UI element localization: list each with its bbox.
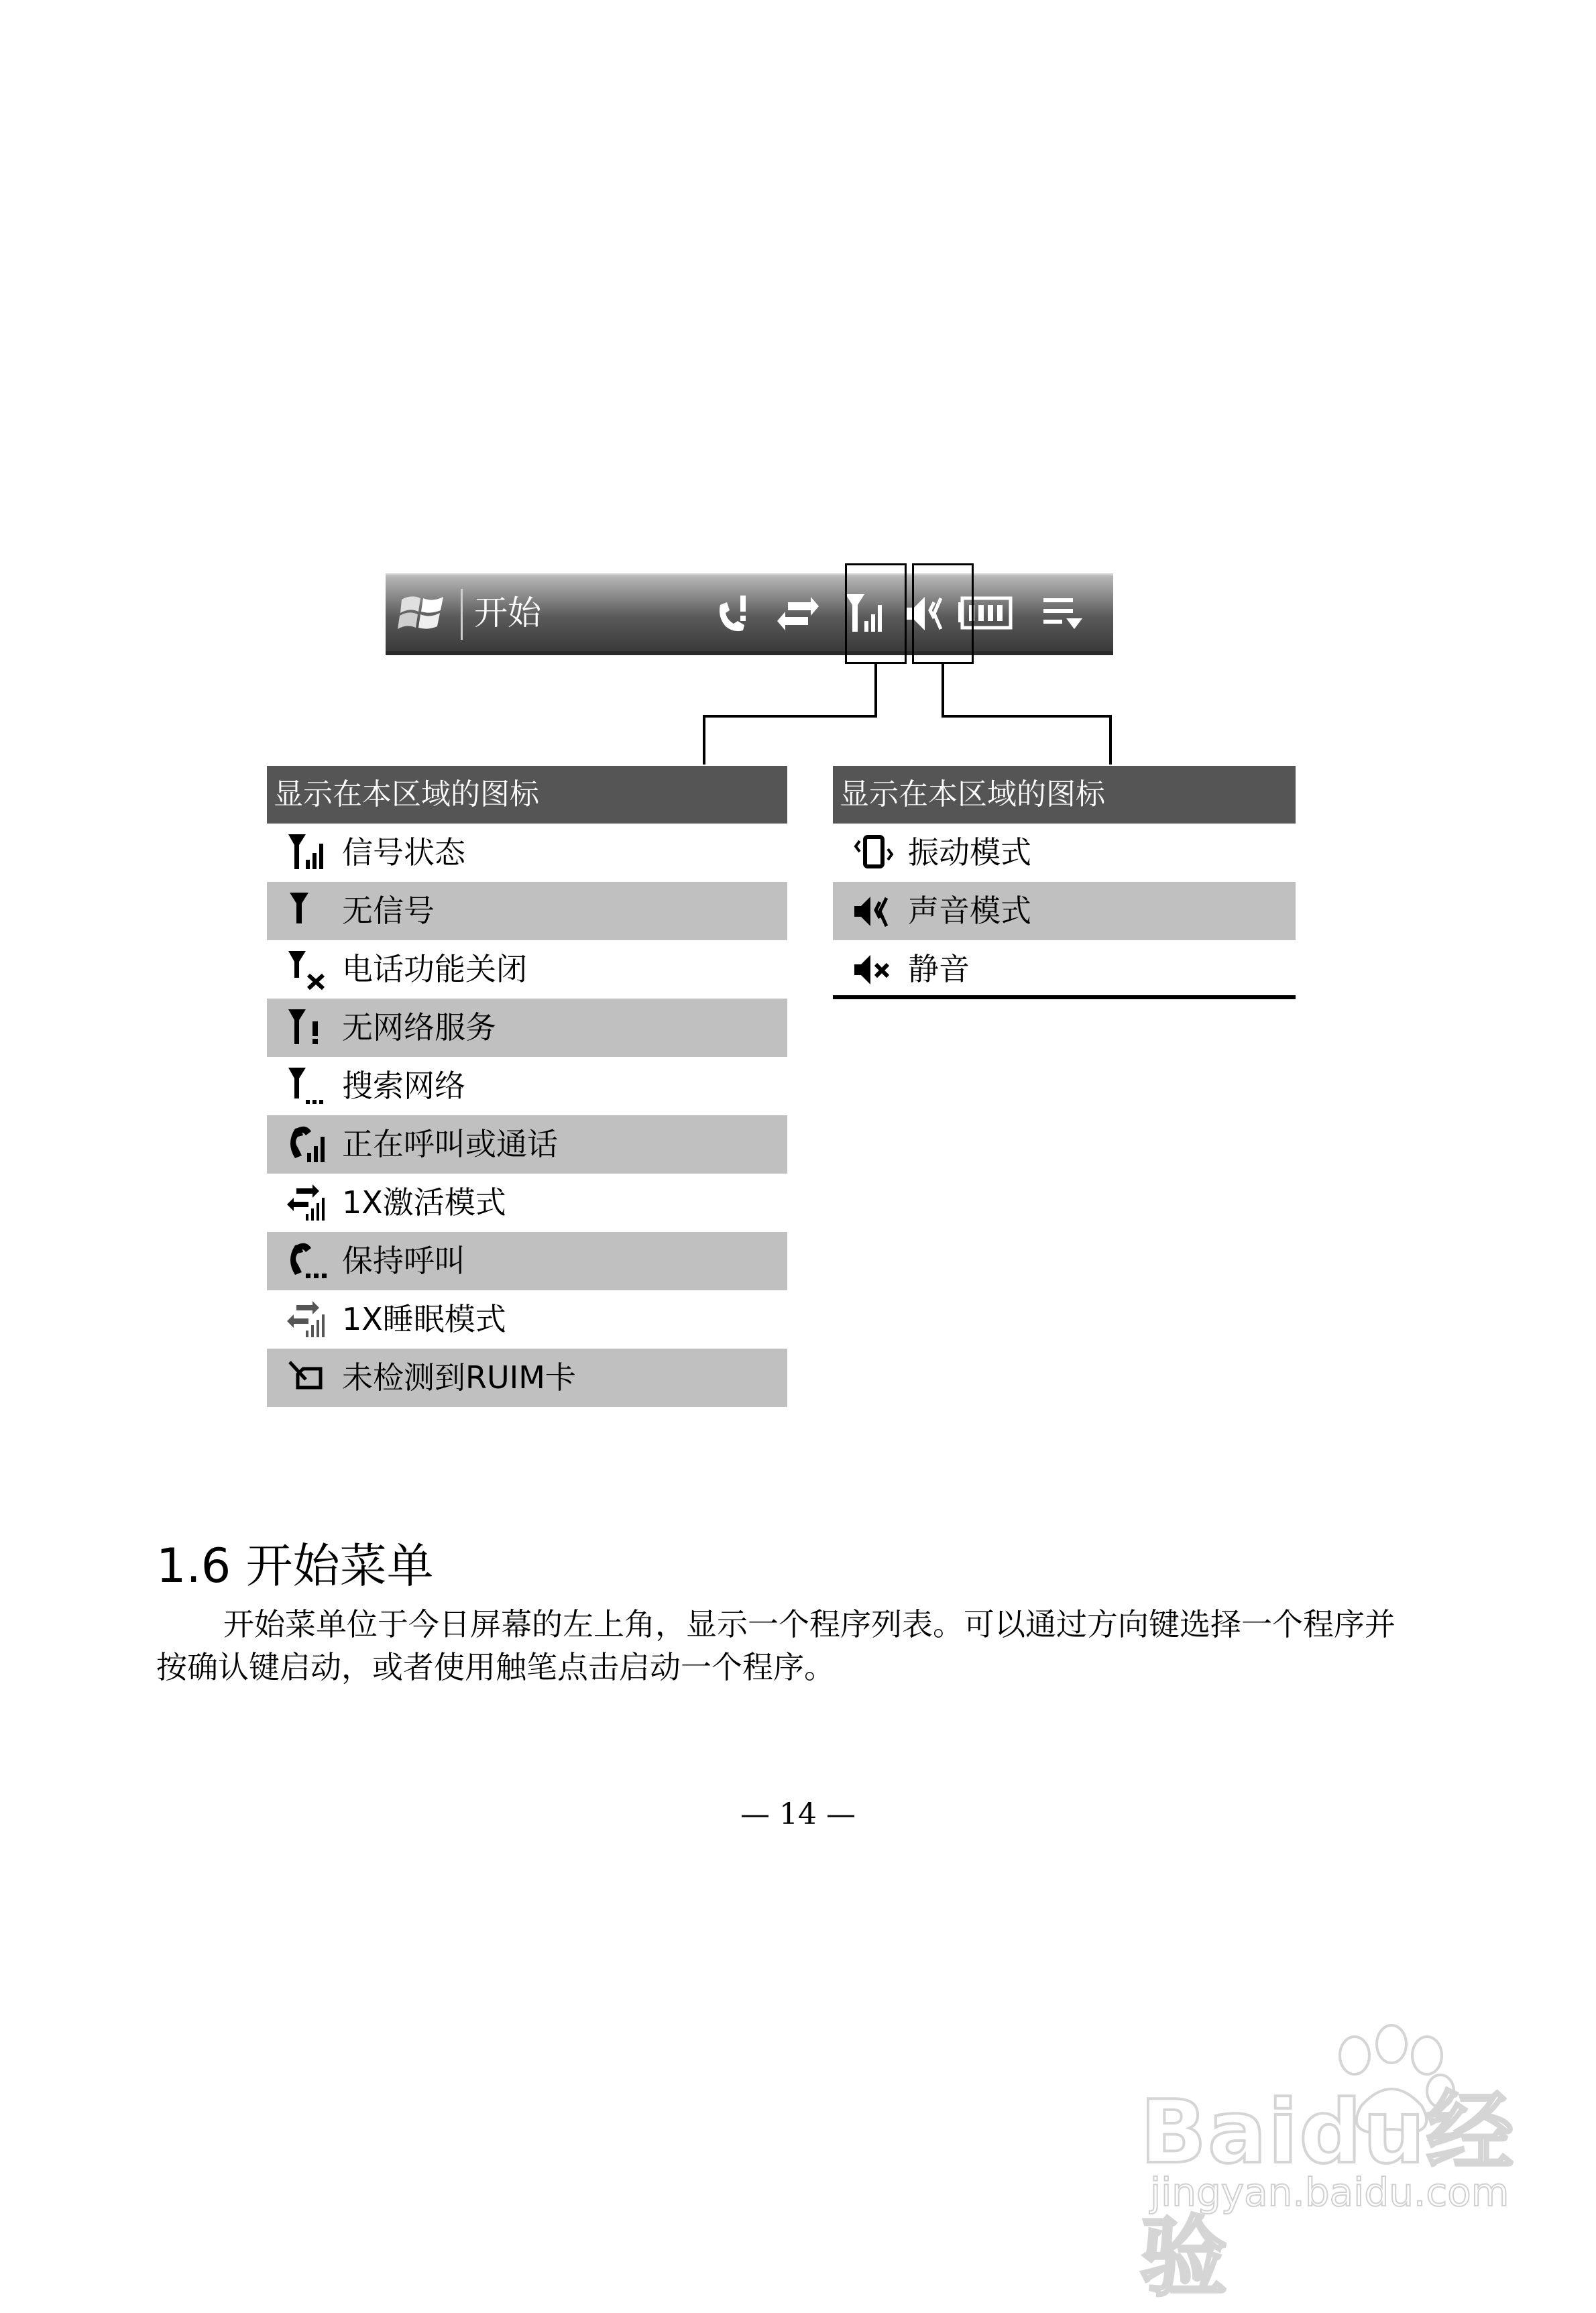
no-network-icon bbox=[286, 1007, 329, 1050]
row-label: 电话功能关闭 bbox=[342, 951, 527, 987]
start-button[interactable]: 开始 bbox=[474, 594, 541, 632]
table-bottom-rule bbox=[833, 995, 1296, 999]
table-row bbox=[267, 999, 787, 1057]
sound-on-icon bbox=[852, 890, 895, 933]
table-row bbox=[267, 1349, 787, 1407]
row-label: 正在呼叫或通话 bbox=[342, 1126, 558, 1162]
right-table-header: 显示在本区域的图标 bbox=[833, 766, 1296, 824]
left-icon-table bbox=[267, 766, 787, 1407]
paragraph-line-1: 开始菜单位于今日屏幕的左上角，显示一个程序列表。可以通过方向键选择一个程序并 bbox=[223, 1606, 1395, 1642]
paragraph-line-2: 按确认键启动，或者使用触笔点击启动一个程序。 bbox=[156, 1649, 835, 1685]
watermark-url: jingyan.baidu.com bbox=[1150, 2169, 1509, 2215]
table-row bbox=[267, 940, 787, 999]
table-row bbox=[267, 1115, 787, 1174]
connector-lines bbox=[0, 0, 1596, 805]
call-hold-icon bbox=[286, 1240, 329, 1283]
table-row bbox=[833, 824, 1296, 882]
row-label: 声音模式 bbox=[908, 893, 1031, 929]
calling-icon bbox=[286, 1123, 329, 1166]
row-label: 1X激活模式 bbox=[342, 1184, 506, 1221]
searching-network-icon bbox=[286, 1065, 329, 1108]
right-icon-table bbox=[833, 766, 1296, 999]
phone-off-icon bbox=[286, 948, 329, 991]
table-row bbox=[833, 940, 1296, 999]
row-label: 无网络服务 bbox=[342, 1009, 496, 1046]
table-row bbox=[267, 1174, 787, 1232]
row-label: 静音 bbox=[908, 951, 970, 987]
1x-active-icon bbox=[286, 1182, 329, 1225]
page-number: — 14 — bbox=[740, 1797, 856, 1831]
section-title: 1.6 开始菜单 bbox=[156, 1538, 434, 1593]
left-table-header: 显示在本区域的图标 bbox=[267, 766, 787, 824]
row-label: 保持呼叫 bbox=[342, 1243, 465, 1279]
signal-strength-icon bbox=[286, 832, 329, 875]
table-row bbox=[267, 882, 787, 940]
no-signal-icon bbox=[286, 890, 329, 933]
vibrate-icon bbox=[852, 832, 895, 875]
table-row bbox=[833, 882, 1296, 940]
table-row bbox=[267, 824, 787, 882]
row-label: 搜索网络 bbox=[342, 1068, 465, 1104]
table-row bbox=[267, 1290, 787, 1349]
mute-icon bbox=[852, 948, 895, 991]
section-paragraph bbox=[156, 1603, 1444, 1689]
row-label: 未检测到RUIM卡 bbox=[342, 1359, 576, 1396]
table-row bbox=[267, 1057, 787, 1115]
no-ruim-card-icon bbox=[286, 1357, 329, 1400]
row-label: 振动模式 bbox=[908, 834, 1031, 870]
row-label: 无信号 bbox=[342, 893, 435, 929]
1x-sleep-icon bbox=[286, 1298, 329, 1341]
row-label: 信号状态 bbox=[342, 834, 465, 870]
row-label: 1X睡眠模式 bbox=[342, 1301, 506, 1337]
table-row bbox=[267, 1232, 787, 1290]
watermark-brand: Baidu经验 bbox=[1140, 2081, 1515, 2308]
